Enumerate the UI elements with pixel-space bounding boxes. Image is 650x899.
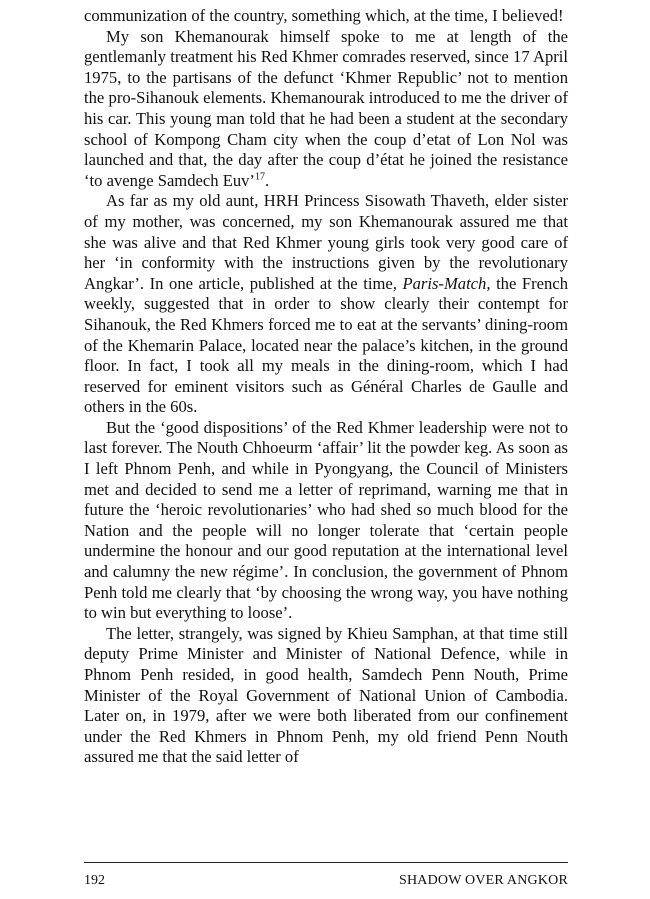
page-footer: [84, 862, 568, 889]
page-number: 192: [84, 873, 105, 888]
footnote-marker: 17: [254, 171, 265, 183]
page-body: [84, 6, 568, 768]
paragraph-2-end: .: [264, 170, 270, 190]
paragraph-3-rest: the French weekly, suggested that in order to show clearly their contempt for Sihanouk, the Red Khmers forced me to eat at the servants’ dining-room of the Khemarin Palace, located near the palace’s kitchen, in the ground floor. In fact, I took all my meals in the dining-room, which I had reserved for eminent visitors such as Général Charles de Gaulle and others in the 60s.: [84, 273, 569, 417]
paragraph-2: [84, 27, 568, 192]
paragraph-3-italic: Paris-Match,: [402, 273, 491, 293]
paragraph-2-text: My son Khemanourak himself spoke to me at length of the gentlemanly treatment his Red Khmer comrades reserved, since 17 April 1975, to the partisans of the defunct ‘Khmer Republic’ not to mention the pro-Sihanouk elements. Khemanourak introduced to me the driver of his car. This young man told that he had been a student at the secondary school of Kompong Cham city when the coup d’etat of Lon Nol was launched and that, the day after the coup d’état he joined the resistance ‘to avenge Samdech Euv’: [84, 26, 568, 190]
paragraph-1: communization of the country, something which, at the time, I believed!: [84, 6, 564, 25]
running-title: SHADOW OVER ANGKOR: [398, 873, 568, 888]
paragraph-5: The letter, strangely, was signed by Khieu Samphan, at that time still deputy Prime Minister and Minister of National Defence, while in Phnom Penh resided, in good health, Samdech Penn Nouth, Prime Minister of the Royal Government of National Union of Cambodia. Later on, in 1979, after we were both liberated from our confinement under the Red Khmers in Phnom Penh, my old friend Penn Nouth assured me that the said letter of: [84, 623, 568, 767]
paragraph-4: But the ‘good dispositions’ of the Red Khmer leadership were not to last forever. The Nouth Chhoeurm ‘affair’ lit the powder keg. As soon as I left Phnom Penh, and while in Pyongyang, the Council of Ministers met and decided to send me a letter of reprimand, warning me that in future the ‘heroic revolutionaries’ who had shed so much blood for the Nation and the people will no longer tolerate that ‘certain people undermine the honour and our good reputation at the international level and calumny the new régime’. In conclusion, the government of Phnom Penh told me clearly that ‘by choosing the wrong way, you have nothing to win but everything to loose’.: [84, 417, 568, 623]
paragraph-3: [84, 191, 568, 418]
paragraph-3-text: As far as my old aunt, HRH Princess Sisowath Thaveth, elder sister of my mother, was concerned, my son Khemanourak assured me that she was alive and that Red Khmer young girls took very good care of her ‘in conformity with the instructions given by the revolutionary Angkar’. In one article, published at the time,: [84, 191, 568, 293]
